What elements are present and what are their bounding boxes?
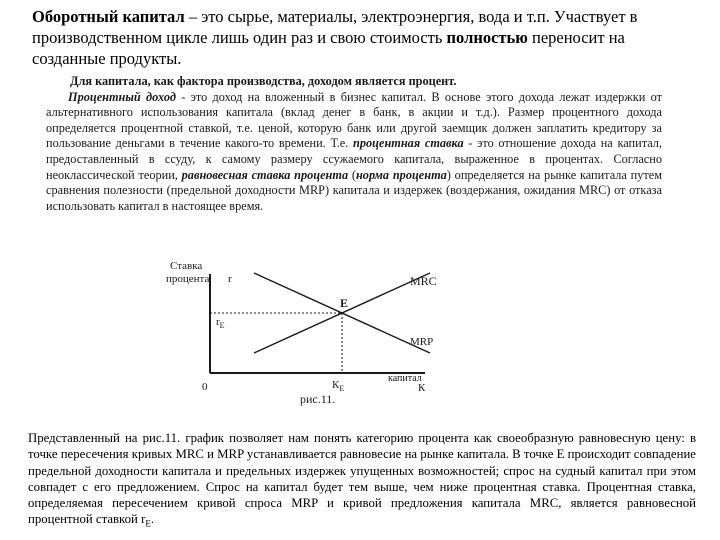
mrp-label: MRP	[410, 336, 434, 348]
term-equilibrium-rate: равновесная ставка процента	[181, 167, 349, 182]
scan-text-1: - это доход на вложенный в бизнес капитал. В основе этого дохода лежат издержки от альтернативного использования капитала (вклад денег в банк, в акции и т.д.). Размер процентного дохода определяется процентной ставкой, т.е. ценой, которую банк или другой заемщик должен заплатить кредитору за пользование деньгами в течение какого-то времени. Т.е.	[46, 89, 662, 151]
term-working-capital: Оборотный капитал	[32, 7, 185, 26]
y-axis-label-line2: процента	[166, 273, 210, 285]
term-interest-rate: процентная ставка	[353, 136, 464, 151]
scan-text-2: - это отношение дохода на капитал, предоставленный в ссуду, к самому размеру ссужаемого капитала, выраженное в процентах. Согласно неоклассической теории,	[46, 136, 662, 182]
y-axis-label-line1: Ставка	[170, 260, 203, 272]
x-axis-label: капитал	[388, 373, 422, 384]
equilibrium-rate-label	[216, 316, 225, 330]
graph-svg	[160, 258, 460, 408]
intro-definition: – это сырье, материалы, электроэнергия, вода и т.п. Участвует в производственном цикле лишь один раз и свою стоимость	[32, 7, 638, 47]
ke-sub: Е	[339, 384, 345, 393]
equilibrium-point-label: E	[340, 296, 349, 310]
re-main: r	[216, 316, 220, 328]
scan-heading: Для капитала, как фактора производства, доходом является процент.	[70, 74, 457, 88]
conclusion-paragraph	[28, 430, 696, 532]
figure-caption: рис.11.	[300, 392, 336, 406]
origin-label: 0	[202, 381, 208, 393]
scan-text-3: (	[348, 167, 356, 182]
x-axis-symbol: К	[418, 382, 426, 394]
scanned-text-block	[46, 74, 662, 214]
intro-ending: переносит на созданные продукты.	[32, 28, 625, 68]
term-interest-income: Процентный доход	[68, 89, 176, 104]
equilibrium-capital-label	[332, 379, 344, 393]
conclusion-end: .	[150, 512, 155, 527]
conclusion-text: Представленный на рис.11. график позволяет нам понять категорию процента как своеобразную равновесную цену: в точке пересечения кривых MRC и MRP устанавливается равновесие на рынке капитала. В точке Е происходит совпадение предельной доходности капитала и предельных издержек упущенных возможностей; спрос на судный капитал при этом совпадет с его предложением. Спрос на капитал будет тем выше, чем ниже процентная ставка. Процентная ставка, определяемая пересечением кривой спроса MRP и кривой предложения капитала MRC, является равновесной процентной ставкой r	[28, 431, 696, 527]
capital-market-graph	[160, 258, 460, 408]
conclusion-subscript: E	[145, 519, 151, 530]
re-sub: E	[219, 321, 225, 330]
y-axis-symbol: r	[228, 273, 232, 285]
term-rate-norm: норма процента	[355, 167, 447, 182]
scan-text-4: ) определяется на рынке капитала путем сравнения полезности (предельной доходности MRP) капитала и издержек (воздержания, ожидания MRC) от отказа использовать капитал в настоящее время.	[46, 167, 662, 213]
mrc-label: MRC	[410, 274, 437, 288]
ke-main: К	[332, 379, 340, 391]
intro-paragraph	[32, 6, 692, 69]
intro-emphasis: полностью	[446, 28, 528, 47]
